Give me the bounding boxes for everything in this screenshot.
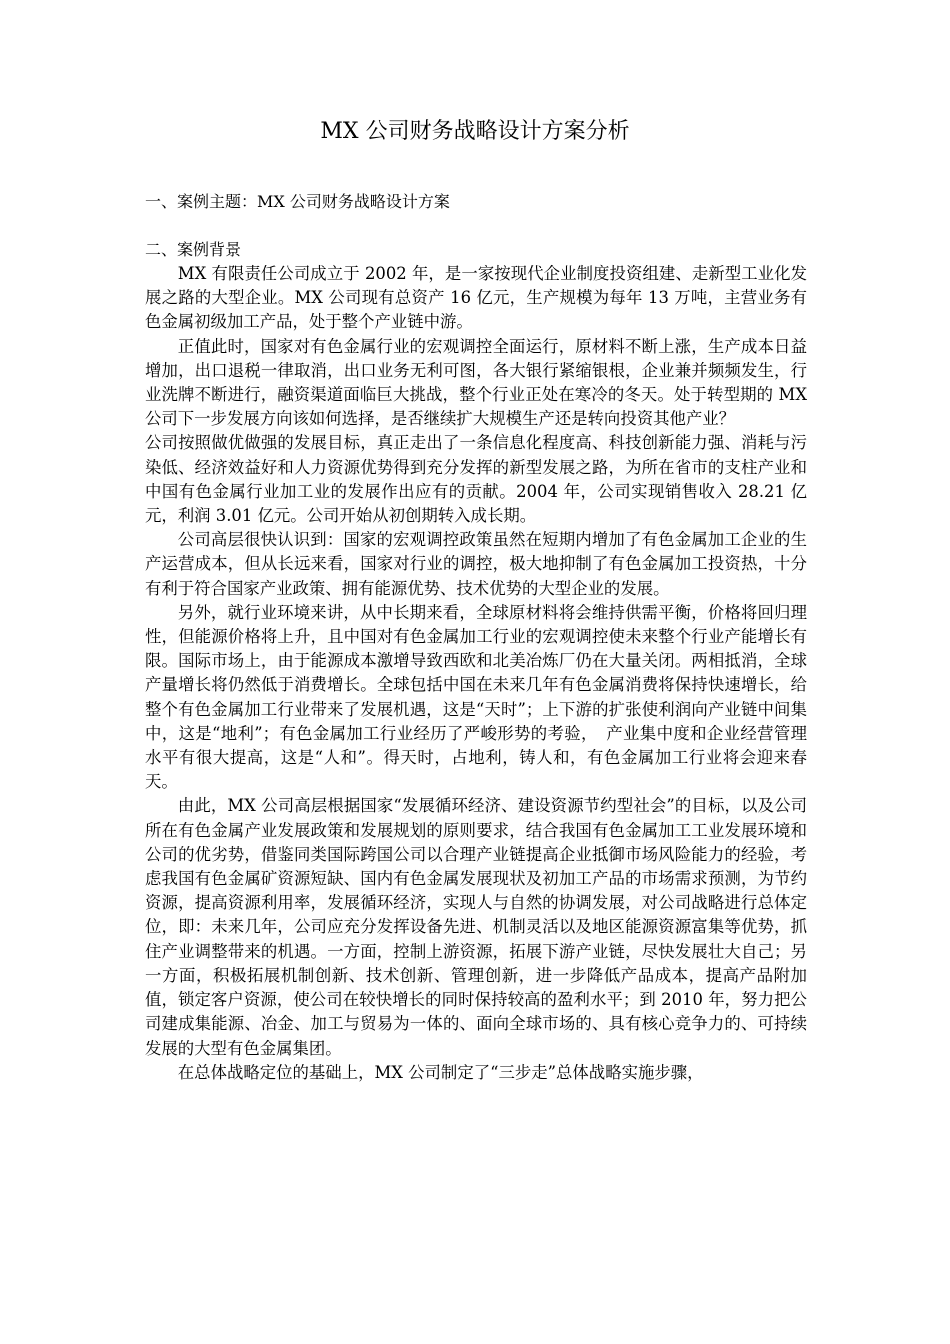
paragraph: 由此，MX 公司高层根据国家“发展循环经济、建设资源节约型社会”的目标，以及公司所在有色金属产业发展政策和发展规划的原则要求，结合我国有色金属加工工业发展环境和公司的优劣势，借鉴同类国际跨国公司以合理产业链提高企业抵御市场风险能力的经验，考虑我国有色金属矿资源短缺、国内有色金属发展现状及初加工产品的市场需求预测，为节约资源，提高资源利用率，发展循环经济，实现人与自然的协调发展，对公司战略进行总体定位，即：未来几年，公司应充分发挥设备先进、机制灵活以及地区能源资源富集等优势，抓住产业调整带来的机遇。一方面，控制上游资源，拓展下游产业链，尽快发展壮大自己；另一方面，积极拓展机制创新、技术创新、管理创新，进一步降低产品成本，提高产品附加值，锁定客户资源，使公司在较快增长的同时保持较高的盈利水平；到 2010 年，努力把公司建成集能源、冶金、加工与贸易为一体的、面向全球市场的、具有核心竞争力的、可持续发展的大型有色金属集团。 [145,796,807,1058]
paragraph: 正值此时，国家对有色金属行业的宏观调控全面运行，原材料不断上涨，生产成本日益增加，出口退税一律取消，出口业务无利可图，各大银行紧缩银根，企业兼并频频发生，行业洗牌不断进行，融资渠道面临巨大挑战，整个行业正处在寒冷的冬天。处于转型期的 MX 公司下一步发展方向该如何选择，是否继续扩大规模生产还是转向投资其他产业？ [145,336,807,429]
paragraph: 另外，就行业环境来讲，从中长期来看，全球原材料将会维持供需平衡，价格将回归理性，但能源价格将上升，且中国对有色金属加工行业的宏观调控使未来整个行业产能增长有限。国际市场上，由于能源成本激增导致西欧和北美冶炼厂仍在大量关闭。两相抵消，全球产量增长将仍然低于消费增长。全球包括中国在未来几年有色金属消费将保持快速增长，给整个有色金属加工行业带来了发展机遇，这是“天时”；上下游的扩张使利润向产业链中间集中，这是“地利”；有色金属加工行业经历了严峻形势的考验， 产业集中度和企业经营管理水平有很大提高，这是“人和”。得天时，占地利，铸人和，有色金属加工行业将会迎来春天。 [145,602,807,792]
paragraph: MX 有限责任公司成立于 2002 年，是一家按现代企业制度投资组建、走新型工业化发展之路的大型企业。MX 公司现有总资产 16 亿元，生产规模为每年 13 万吨，主营业务有色金属初级加工产品，处于整个产业链中游。 [145,264,807,332]
paragraph: 在总体战略定位的基础上，MX 公司制定了“三步走”总体战略实施步骤， [177,1062,704,1082]
paragraph: 公司高层很快认识到：国家的宏观调控政策虽然在短期内增加了有色金属加工企业的生产运营成本，但从长远来看，国家对行业的调控，极大地抑制了有色金属加工投资热，十分有利于符合国家产业政策、拥有能源优势、技术优势的大型企业的发展。 [145,530,807,598]
section-heading-case-background: 二、案例背景 [145,240,242,259]
paragraph: 公司按照做优做强的发展目标，真正走出了一条信息化程度高、科技创新能力强、消耗与污染低、经济效益好和人力资源优势得到充分发挥的新型发展之路，为所在省市的支柱产业和中国有色金属行业加工业的发展作出应有的贡献。2004 年，公司实现销售收入 28.21 亿元，利润 3.01 亿元。公司开始从初创期转入成长期。 [145,433,807,526]
case-background-body [145,262,807,1085]
section-heading-case-topic: 一、案例主题：MX 公司财务战略设计方案 [145,192,450,211]
page-title: MX 公司财务战略设计方案分析 [320,119,630,144]
